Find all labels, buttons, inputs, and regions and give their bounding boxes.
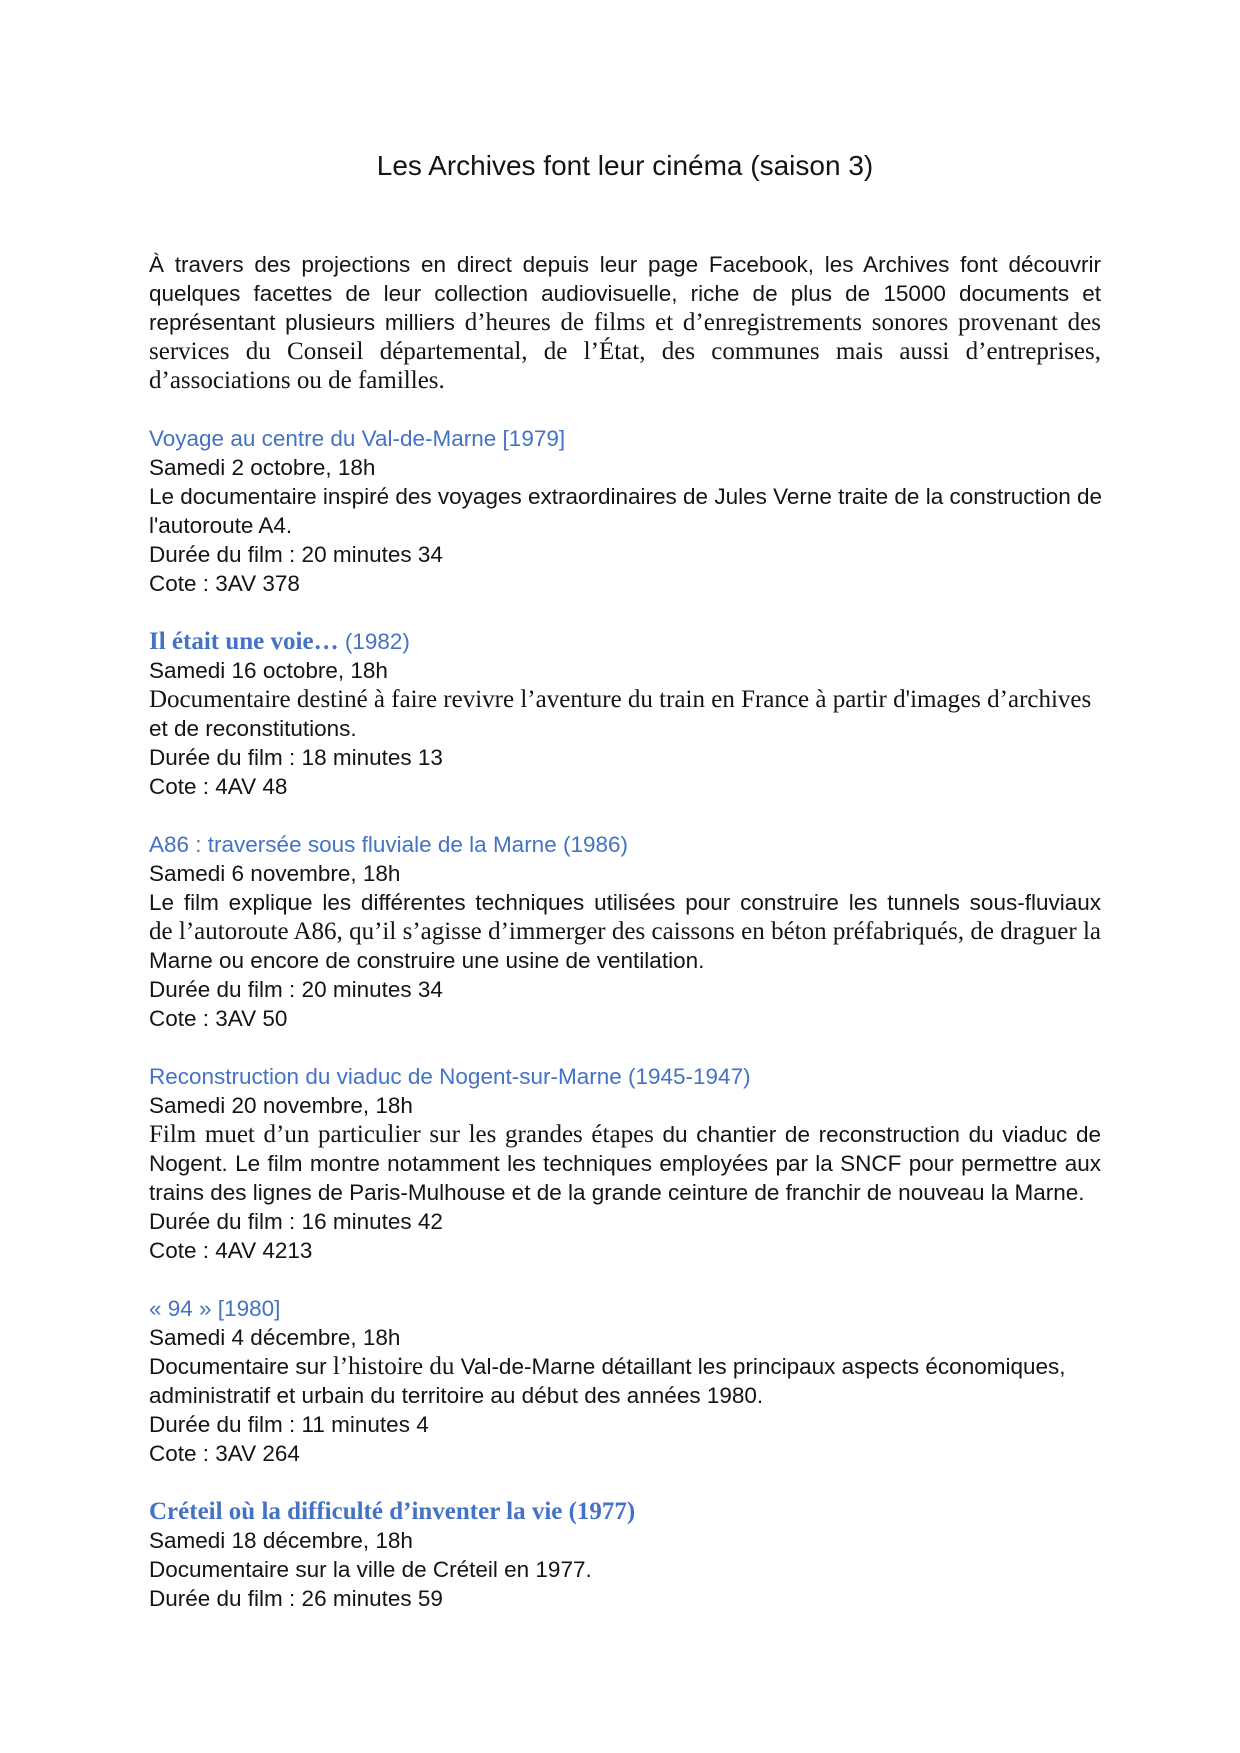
intro-line: quelques facettes de leur collection audiovisuelle, riche de plus de 15000 documents et xyxy=(149,281,1101,306)
film-entry xyxy=(149,830,1101,1033)
text-segment: Film muet d’un particulier sur les grandes étapes xyxy=(149,1121,654,1148)
intro-line: d’associations ou de familles. xyxy=(149,367,445,394)
film-date: Samedi 20 novembre, 18h xyxy=(149,1093,413,1118)
film-description-line: Marne ou encore de construire une usine de ventilation. xyxy=(149,948,705,973)
film-description-line: de l’autoroute A86, qu’il s’agisse d’immerger des caissons en béton préfabriqués, de draguer la xyxy=(149,918,1101,945)
film-date: Samedi 16 octobre, 18h xyxy=(149,658,388,683)
film-description-line xyxy=(149,1120,1101,1149)
text-segment: du chantier de reconstruction du viaduc de xyxy=(653,1122,1101,1147)
film-description-line: Nogent. Le film montre notamment les techniques employées par la SNCF pour permettre aux xyxy=(149,1151,1101,1176)
film-title: Reconstruction du viaduc de Nogent-sur-Marne (1945-1947) xyxy=(149,1064,751,1089)
text-segment: Documentaire sur xyxy=(149,1354,327,1379)
film-duration: Durée du film : 18 minutes 13 xyxy=(149,745,443,770)
film-description-line: Le documentaire inspiré des voyages extraordinaires de Jules Verne traite de la construction de xyxy=(149,484,1103,509)
film-title: « 94 » [1980] xyxy=(149,1296,281,1321)
film-title: Créteil où la difficulté d’inventer la vie (1977) xyxy=(149,1498,636,1525)
text-segment: Val-de-Marne détaillant les principaux aspects économiques, xyxy=(454,1354,1066,1379)
film-entry xyxy=(149,1062,1101,1265)
film-title: Voyage au centre du Val-de-Marne [1979] xyxy=(149,426,566,451)
film-duration: Durée du film : 26 minutes 59 xyxy=(149,1586,443,1611)
film-description-line: Le film explique les différentes techniques utilisées pour construire les tunnels sous-fluviaux xyxy=(149,890,1101,915)
page-title: Les Archives font leur cinéma (saison 3) xyxy=(376,150,874,181)
intro-line: À travers des projections en direct depuis leur page Facebook, les Archives font découvrir xyxy=(149,252,1101,277)
film-duration: Durée du film : 16 minutes 42 xyxy=(149,1209,443,1234)
film-title-name: Il était une voie… xyxy=(149,628,339,655)
film-title-year: (1982) xyxy=(338,629,410,654)
film-date: Samedi 6 novembre, 18h xyxy=(149,861,401,886)
film-title xyxy=(149,627,1101,656)
film-cote: Cote : 3AV 378 xyxy=(149,571,300,596)
intro-line: services du Conseil départemental, de l’État, des communes mais aussi d’entreprises, xyxy=(149,338,1101,365)
text-segment: représentant plusieurs milliers xyxy=(149,310,455,335)
film-description-line: Documentaire sur la ville de Créteil en 1977. xyxy=(149,1557,592,1582)
film-description-line xyxy=(149,1352,1101,1381)
film-description-line: administratif et urbain du territoire au début des années 1980. xyxy=(149,1383,764,1408)
film-description-line: trains des lignes de Paris-Mulhouse et de la grande ceinture de franchir de nouveau la Marne. xyxy=(149,1180,1085,1205)
film-entry xyxy=(149,424,1101,598)
film-duration: Durée du film : 11 minutes 4 xyxy=(149,1412,429,1437)
film-title: A86 : traversée sous fluviale de la Marne (1986) xyxy=(149,832,629,857)
film-date: Samedi 2 octobre, 18h xyxy=(149,455,376,480)
film-date: Samedi 18 décembre, 18h xyxy=(149,1528,413,1553)
film-entry xyxy=(149,1294,1101,1468)
film-cote: Cote : 4AV 48 xyxy=(149,774,288,799)
film-entry xyxy=(149,1497,1101,1613)
text-segment: l’histoire du xyxy=(326,1353,455,1380)
film-cote: Cote : 4AV 4213 xyxy=(149,1238,313,1263)
film-description-line: Documentaire destiné à faire revivre l’aventure du train en France à partir d'images d’archives xyxy=(149,686,1092,713)
film-description-line: l'autoroute A4. xyxy=(149,513,293,538)
film-entry xyxy=(149,627,1101,801)
intro-line xyxy=(149,308,1101,337)
film-duration: Durée du film : 20 minutes 34 xyxy=(149,977,443,1002)
film-cote: Cote : 3AV 50 xyxy=(149,1006,288,1031)
film-description-line: et de reconstitutions. xyxy=(149,716,357,741)
film-cote: Cote : 3AV 264 xyxy=(149,1441,300,1466)
film-date: Samedi 4 décembre, 18h xyxy=(149,1325,401,1350)
film-duration: Durée du film : 20 minutes 34 xyxy=(149,542,443,567)
intro-paragraph xyxy=(149,250,1101,395)
text-segment: d’heures de films et d’enregistrements sonores provenant des xyxy=(454,309,1102,336)
